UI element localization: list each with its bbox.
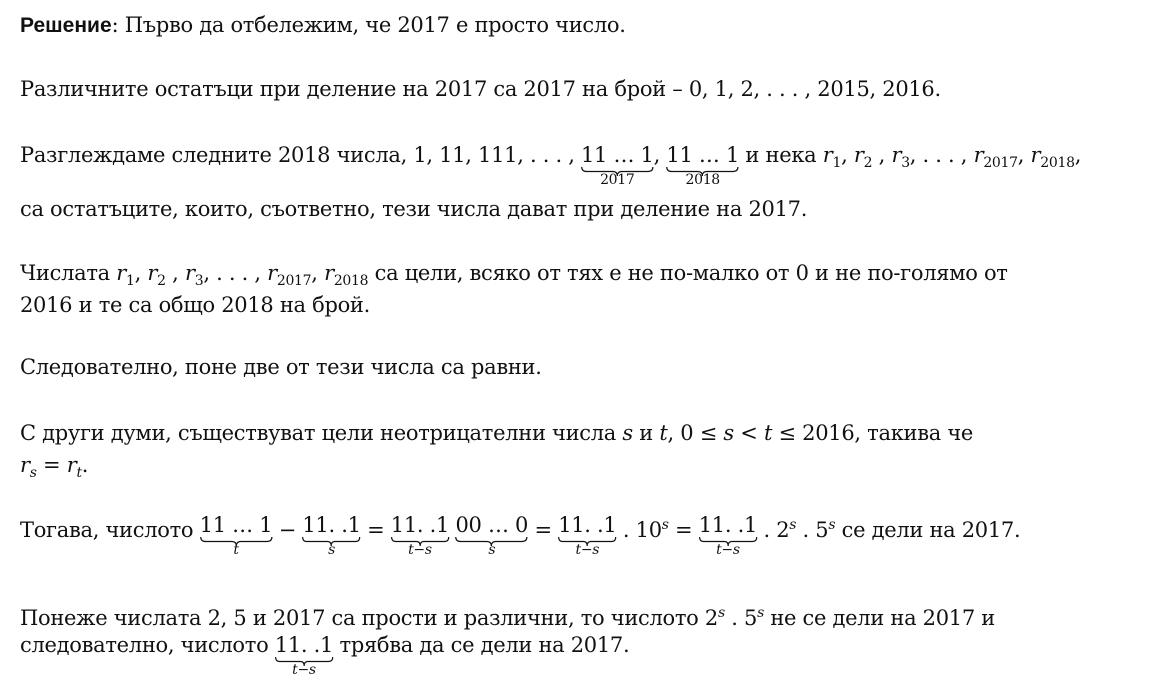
ellipsis: , . . . , <box>203 261 261 285</box>
var-r: r <box>267 261 277 285</box>
index: 1 <box>832 155 842 171</box>
exponent-s: s <box>717 605 725 621</box>
then-text: Тогава, числото <box>20 518 194 542</box>
var-r: r <box>891 143 902 167</box>
comma: , <box>878 143 886 167</box>
period: . <box>81 453 89 477</box>
not-divisible-text: не се дели на 2017 и <box>770 606 995 630</box>
underbrace-label-s: s <box>328 542 335 558</box>
underbrace-zeros-s <box>455 512 529 558</box>
var-s: s <box>622 421 633 445</box>
must-divide-text: трябва да се дели на 2017. <box>339 633 630 657</box>
underbrace-count-label: 2017 <box>600 172 635 188</box>
times-two: . 2 <box>763 518 790 542</box>
remainders-meaning-line: са остатъците, които, съответно, тези числа дават при деление на 2017. <box>20 197 808 221</box>
underbrace-label-t-minus-s: t−s <box>575 542 600 558</box>
underbrace-count-label: 2018 <box>685 172 720 188</box>
exists-line <box>20 420 973 446</box>
numbers-list-line <box>20 142 1082 188</box>
bounds-text: са цели, всяко от тях е не по-малко от 0 и не по-голямо от <box>374 261 1008 285</box>
underbrace-ones-2017 <box>580 142 654 188</box>
minus: − <box>278 518 296 542</box>
equal-remainders-line <box>20 452 88 486</box>
less-than: < <box>740 421 758 445</box>
underbrace-ones-t <box>199 512 273 558</box>
count-line: 2016 и те са общо 2018 на брой. <box>20 293 371 317</box>
divisible-text: се дели на 2017. <box>841 518 1021 542</box>
bounds-line <box>20 260 1008 294</box>
coprime-line <box>20 600 995 631</box>
index: 3 <box>901 155 910 171</box>
conclusion-line <box>20 632 630 678</box>
index: 2 <box>863 155 873 171</box>
repunit-ones: 11 … 1 <box>199 513 273 537</box>
index: 2017 <box>983 155 1018 171</box>
comma: , <box>1074 143 1082 167</box>
repunit-ones: 11 … 1 <box>580 143 654 167</box>
comma: , <box>841 143 848 167</box>
underbrace-ones-t-minus-s <box>274 632 334 678</box>
repunit-ones: 11. .1 <box>274 633 334 657</box>
underbrace-ones-t-minus-s <box>698 512 758 558</box>
pigeonhole-line: Следователно, поне две от тези числа са равни. <box>20 355 542 379</box>
ineq-b: ≤ 2016, такива че <box>778 421 974 445</box>
equals: = <box>534 518 552 542</box>
comma: , <box>172 261 179 285</box>
var-r: r <box>324 261 334 285</box>
underbrace-label-t: t <box>233 542 239 558</box>
exponent-s: s <box>661 517 669 533</box>
index: 1 <box>126 273 135 289</box>
index-s: s <box>29 465 37 481</box>
comma: , <box>311 261 318 285</box>
solution-intro-line <box>20 12 626 39</box>
exponent-s: s <box>828 517 836 533</box>
and-let-text: и нека <box>745 143 817 167</box>
times-five: . 5 <box>731 606 758 630</box>
var-r: r <box>1030 143 1041 167</box>
times-ten: . 10 <box>622 518 662 542</box>
prime-statement: : Първо да отбележим, че 2017 е просто число. <box>111 13 626 37</box>
repunit-ones: 11. .1 <box>302 513 361 537</box>
var-r: r <box>20 453 30 477</box>
underbrace-ones-2018 <box>666 142 740 188</box>
underbrace-ones-t-minus-s <box>558 512 617 558</box>
var-r: r <box>853 143 864 167</box>
comma: , <box>1017 143 1025 167</box>
index: 2018 <box>1040 155 1075 171</box>
index: 2018 <box>333 273 369 289</box>
equals: = <box>675 518 693 542</box>
conclusion-text: следователно, числото <box>20 633 269 657</box>
var-r: r <box>973 143 984 167</box>
solution-label: Решение <box>20 14 112 37</box>
index-t: t <box>76 465 82 481</box>
coprime-text: Понеже числата 2, 5 и 2017 са прости и различни, то числото 2 <box>20 606 718 630</box>
ineq-a: , 0 ≤ <box>667 421 718 445</box>
exponent-s: s <box>757 605 764 621</box>
comma: , <box>134 261 142 285</box>
repunit-ones: 11. .1 <box>558 513 617 537</box>
repunit-ones: 11 … 1 <box>666 143 740 167</box>
exponent-s: s <box>789 517 797 533</box>
index: 2 <box>157 273 166 289</box>
equals: = <box>43 453 61 477</box>
underbrace-ones-t-minus-s <box>390 512 450 558</box>
underbrace-label-s: s <box>488 542 496 558</box>
repunit-ones: 11. .1 <box>698 513 758 537</box>
underbrace-label-t-minus-s: t−s <box>292 662 316 678</box>
index: 3 <box>194 273 204 289</box>
var-r: r <box>66 453 77 477</box>
numbers-word: Числата <box>20 261 110 285</box>
index: 2017 <box>276 273 312 289</box>
var-r: r <box>184 261 195 285</box>
remainders-line: Различните остатъци при деление на 2017 са 2017 на брой – 0, 1, 2, . . . , 2015, 2016. <box>20 77 941 101</box>
underbrace-ones-s <box>302 512 361 558</box>
underbrace-label-t-minus-s: t−s <box>408 542 432 558</box>
exists-text: С други думи, съществуват цели неотрицателни числа <box>20 421 617 445</box>
var-r: r <box>147 261 158 285</box>
equals: = <box>367 518 385 542</box>
numbers-list-text: Разглеждаме следните 2018 числа, 1, 11, 111, . . . , <box>20 143 575 167</box>
var-t: t <box>763 421 773 445</box>
var-r: r <box>116 261 127 285</box>
var-s: s <box>723 421 734 445</box>
difference-line <box>20 512 1021 558</box>
var-r: r <box>822 143 833 167</box>
var-t: t <box>659 421 668 445</box>
ellipsis: , . . . , <box>909 143 968 167</box>
repunit-ones: 11. .1 <box>390 513 450 537</box>
zeros-block: 00 … 0 <box>455 513 529 537</box>
and-word: и <box>639 421 653 445</box>
underbrace-label-t-minus-s: t−s <box>716 542 740 558</box>
times-five: . 5 <box>802 518 829 542</box>
comma: , <box>653 143 660 167</box>
